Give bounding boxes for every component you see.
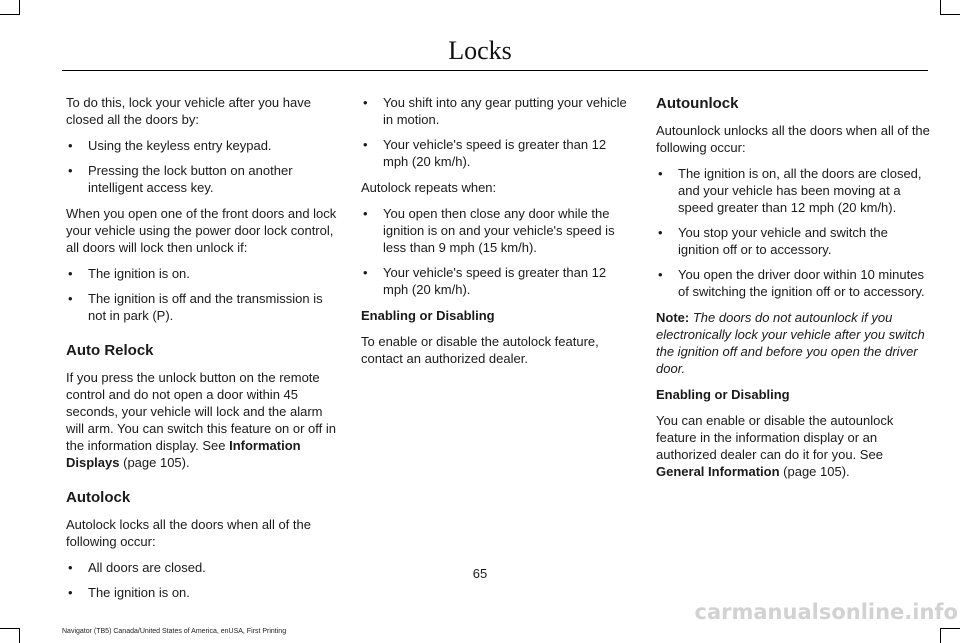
crop-mark-top-right [941,14,960,15]
list-item: • You open then close any door while the ignition is on and your vehicle's speed is less than 9 mph (15 km/h). [363,206,615,255]
page-number: 65 [472,566,488,581]
list-item: • Your vehicle's speed is greater than 12 mph (20 km/h). [363,137,607,169]
list-item: • You open the driver door within 10 minutes of switching the ignition off or to accessory. [658,267,925,299]
column-left [66,94,338,610]
note-label: Note: [656,310,690,325]
crop-mark-top-left [0,14,19,15]
note-text: The doors do not autounlock if you electronically lock your vehicle after you switch the ignition off and before you open the driver door. [656,310,925,376]
column-right [656,94,930,489]
enable-autolock-paragraph: To enable or disable the autolock feature, contact an authorized dealer. [361,334,599,366]
list-item: • The ignition is on. [68,266,190,281]
bullet-icon: • [363,265,368,280]
repeats-bullet-list [361,205,633,298]
bullet-icon: • [68,138,73,153]
header-divider [62,70,928,71]
bullet-icon: • [658,267,663,282]
watermark: carmanualsonline.info [694,600,958,624]
auto-relock-paragraph: If you press the unlock button on the remote control and do not open a door within 45 seconds, your vehicle will lock and the alarm will arm. You can switch this feature on or off in the information display. See Information Displays (page 105). [66,370,337,470]
unlock-bullet-list [66,265,338,324]
intro-bullet-list [66,137,338,196]
list-item: • Pressing the lock button on another intelligent access key. [68,163,293,195]
information-displays-link[interactable]: Information Displays [66,438,301,470]
bullet-icon: • [363,95,368,110]
intro-paragraph: To do this, lock your vehicle after you have closed all the doors by: [66,95,311,127]
bullet-icon: • [658,166,663,181]
autolock-paragraph: Autolock locks all the doors when all of the following occur: [66,517,311,549]
crop-mark-top-left [19,0,20,15]
bullet-icon: • [363,206,368,221]
bullet-icon: • [363,137,368,152]
page-title: Locks [448,36,512,65]
enable-autounlock-paragraph: You can enable or disable the autounlock feature in the information display or an authorized dealer can do it for you. See General Information (page 105). [656,413,894,479]
autounlock-heading: Autounlock [656,95,739,112]
enable-autolock-heading: Enabling or Disabling [361,308,495,323]
list-item: • The ignition is on. [68,585,190,600]
autolock-heading: Autolock [66,489,131,506]
list-item: • Using the keyless entry keypad. [68,138,272,153]
crop-mark-bottom-left [19,628,20,643]
column-middle [361,94,633,376]
crop-mark-bottom-left [0,628,19,629]
list-item: • All doors are closed. [68,560,206,575]
autounlock-bullet-list [656,165,930,300]
bullet-icon: • [68,163,73,178]
bullet-icon: • [68,291,73,306]
unlock-paragraph: When you open one of the front doors and lock your vehicle using the power door lock control, all doors will lock then unlock if: [66,206,337,255]
note-paragraph [656,309,930,377]
list-item: • You shift into any gear putting your vehicle in motion. [363,95,627,127]
general-information-link[interactable]: General Information [656,464,780,479]
bullet-icon: • [68,266,73,281]
bullet-icon: • [68,560,73,575]
autounlock-paragraph: Autounlock unlocks all the doors when all of the following occur: [656,123,930,155]
bullet-icon: • [658,225,663,240]
enable-autounlock-heading: Enabling or Disabling [656,387,790,402]
list-item: • Your vehicle's speed is greater than 12 mph (20 km/h). [363,265,607,297]
auto-relock-heading: Auto Relock [66,342,154,359]
crop-mark-top-right [940,0,941,15]
list-item: • The ignition is off and the transmission is not in park (P). [68,291,323,323]
autolock-bullet-list-continued [361,94,633,170]
footer-text: Navigator (TB5) Canada/United States of America, enUSA, First Printing [62,628,287,635]
crop-mark-bottom-right [941,628,960,629]
bullet-icon: • [68,585,73,600]
list-item: • The ignition is on, all the doors are closed, and your vehicle has been moving at a speed greater than 12 mph (20 km/h). [658,166,922,215]
repeats-paragraph: Autolock repeats when: [361,180,497,195]
list-item: • You stop your vehicle and switch the ignition off or to accessory. [658,225,888,257]
crop-mark-bottom-right [940,628,941,643]
